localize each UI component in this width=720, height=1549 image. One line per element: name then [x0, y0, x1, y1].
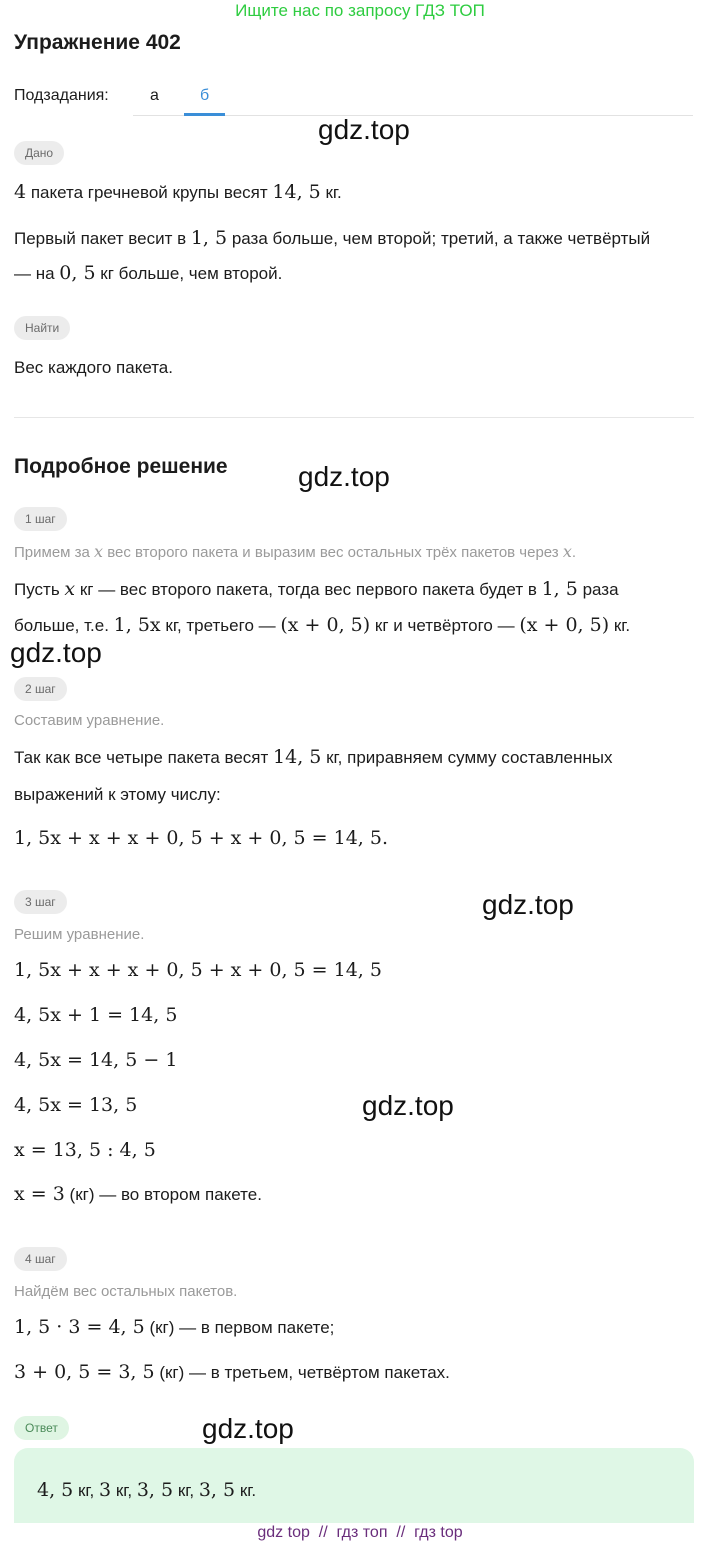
step-1-chip: 1 шаг	[14, 507, 67, 531]
subtasks-label: Подзадания:	[14, 87, 109, 104]
section-divider	[14, 417, 694, 418]
step-3-eq-3: 4, 5x = 14, 5 − 1	[14, 1049, 178, 1071]
step-3-result: x = 3 (кг) — во втором пакете.	[14, 1183, 262, 1205]
step-1-line-2: больше, т.е. 1, 5x кг, третьего — (x + 0, 5) кг и четвёртого — (x + 0, 5) кг.	[14, 614, 631, 636]
given-line-2: Первый пакет весит в 1, 5 раза больше, чем второй; третий, а также четвёртый	[14, 227, 651, 249]
step-2-hint: Составим уравнение.	[14, 712, 165, 729]
solution-title: Подробное решение	[14, 455, 228, 478]
find-text: Вес каждого пакета.	[14, 358, 173, 377]
step-3-eq-1: 1, 5x + x + x + 0, 5 + x + 0, 5 = 14, 5	[14, 959, 382, 981]
step-4-chip: 4 шаг	[14, 1247, 67, 1271]
watermark: gdz.top	[362, 1090, 454, 1121]
answer-chip: Ответ	[14, 1416, 69, 1440]
given-line-1: 4 пакета гречневой крупы весят 14, 5 кг.	[14, 181, 342, 203]
subtask-tab-a[interactable]: а	[150, 87, 159, 104]
watermark: gdz.top	[482, 889, 574, 920]
step-2-line-1: Так как все четыре пакета весят 14, 5 кг, приравняем сумму составленных	[14, 746, 613, 768]
watermark: gdz.top	[10, 637, 102, 668]
search-banner: Ищите нас по запросу ГДЗ ТОП	[235, 1, 485, 20]
watermark: gdz.top	[318, 114, 410, 145]
step-2-equation: 1, 5x + x + x + 0, 5 + x + 0, 5 = 14, 5.	[14, 827, 389, 849]
find-chip: Найти	[14, 316, 70, 340]
watermark: gdz.top	[298, 461, 390, 492]
watermark: gdz.top	[202, 1413, 294, 1444]
step-3-eq-5: x = 13, 5 : 4, 5	[14, 1139, 156, 1161]
step-1-hint: Примем за x вес второго пакета и выразим вес остальных трёх пакетов через x.	[14, 542, 577, 561]
given-line-3: — на 0, 5 кг больше, чем второй.	[14, 262, 283, 284]
step-3-eq-2: 4, 5x + 1 = 14, 5	[14, 1004, 178, 1026]
footer-links[interactable]: gdz top // гдз топ // гдз top	[257, 1524, 463, 1541]
step-3-eq-4: 4, 5x = 13, 5	[14, 1094, 138, 1116]
page-title: Упражнение 402	[14, 31, 181, 54]
given-chip: Дано	[14, 141, 64, 165]
answer-text: 4, 5 кг, 3 кг, 3, 5 кг, 3, 5 кг.	[37, 1479, 257, 1501]
subtask-active-indicator	[184, 113, 225, 116]
subtask-tab-b[interactable]: б	[200, 87, 210, 104]
step-1-line-1: Пусть x кг — вес второго пакета, тогда вес первого пакета будет в 1, 5 раза	[14, 578, 619, 600]
step-4-line-1: 1, 5 · 3 = 4, 5 (кг) — в первом пакете;	[14, 1316, 335, 1338]
step-4-line-2: 3 + 0, 5 = 3, 5 (кг) — в третьем, четвёртом пакетах.	[14, 1361, 450, 1383]
step-2-chip: 2 шаг	[14, 677, 67, 701]
step-2-line-2: выражений к этому числу:	[14, 785, 221, 804]
step-3-hint: Решим уравнение.	[14, 926, 145, 943]
step-3-chip: 3 шаг	[14, 890, 67, 914]
step-4-hint: Найдём вес остальных пакетов.	[14, 1283, 238, 1300]
